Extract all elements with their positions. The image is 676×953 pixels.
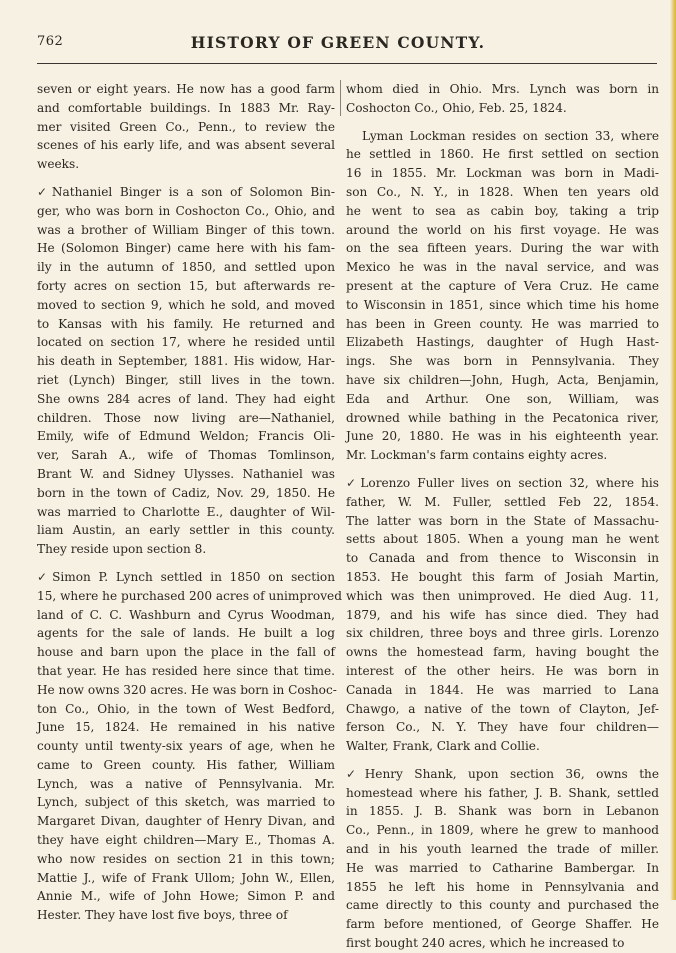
line-text: ton Co., Ohio, in the town of West Bedford, [37,701,335,716]
line-text: son Co., N. Y., in 1828. When ten years old [346,184,659,199]
line-text: they have eight children—Mary E., Thomas A. [37,833,335,848]
line-text: and comfortable buildings. In 1883 Mr. Ray- [37,100,335,115]
line-text: Mattie J., wife of Frank Ullom; John W., Ellen, [37,870,335,885]
line-text: have six children—John, Hugh, Acta, Benjamin, [346,372,659,387]
text-line [37,221,335,240]
text-line [346,371,659,390]
text-line [346,333,659,352]
line-text: June 20, 1880. He was in his eighteenth year. [346,429,659,444]
text-line [346,840,659,859]
text-line [346,427,659,446]
line-text: to Kansas with his family. He returned and [37,316,335,331]
paragraph [37,568,342,925]
line-text: to Wisconsin in 1851, since which time his home [346,297,659,312]
text-line [37,183,335,202]
line-text: liam Austin, an early settler in this county. [37,523,335,538]
line-text: scenes of his early life, and was absent several [37,138,335,153]
text-line [346,718,659,737]
text-line [37,484,335,503]
line-text: Eda and Arthur. One son, William, was [346,391,659,406]
line-text: father, W. M. Fuller, settled Feb 22, 1854. [346,494,659,509]
text-line [346,145,659,164]
paragraph-gap [346,118,659,127]
text-line [37,371,335,390]
text-line [37,737,335,756]
text-line [346,296,659,315]
text-line [37,465,335,484]
text-line [346,221,659,240]
text-line [346,127,659,146]
text-line [346,258,659,277]
paragraph [37,80,335,174]
line-text: Emily, wife of Edmund Weldon; Francis Oli- [37,429,335,444]
line-text: mer visited Green Co., Penn., to review the [37,119,335,134]
text-line [346,549,659,568]
line-text: he went to sea as cabin boy, taking a trip [346,203,659,218]
line-text: The latter was born in the State of Massachu- [346,513,659,528]
line-text: seven or eight years. He now has a good farm [37,82,335,96]
text-line [37,850,335,869]
line-text: was married to Charlotte E., daughter of Wil- [37,504,335,519]
line-text: has been in Green county. He was married to [346,316,659,331]
text-line [37,503,335,522]
text-line [346,202,659,221]
line-text: Chawgo, a native of the town of Clayton, Jef- [346,701,659,716]
text-line [346,859,659,878]
line-text: Brant W. and Sidney Ulysses. Nathaniel was [37,466,335,481]
line-text: ger, who was born in Coshocton Co., Ohio, and [37,203,335,218]
text-line [37,239,335,258]
header-rule [37,63,657,64]
line-text: homestead where his father, J. B. Shank, settled [346,785,659,800]
line-text: farm before mentioned, of George Shaffer. He [346,917,659,932]
column-divider [340,80,341,116]
line-text: moved to section 9, which he sold, and moved [37,297,335,312]
text-line [37,624,335,643]
text-line [37,887,335,906]
text-line [37,812,335,831]
line-text: Walter, Frank, Clark and Collie. [346,739,540,754]
text-line [346,662,659,681]
page-header [0,34,676,64]
left-column [37,80,342,925]
text-line [37,700,335,719]
text-line [346,784,659,803]
paragraph-gap [37,174,335,183]
text-line [346,239,659,258]
line-text: Mr. Lockman's farm contains eighty acres. [346,448,608,463]
page-number: 762 [37,34,64,49]
line-text: He was married to Catharine Bambergar. In [346,860,659,875]
text-line [346,99,659,118]
line-text: children. Those now living are—Nathaniel, [37,410,335,425]
text-line [37,775,335,794]
line-text: first bought 240 acres, which he increased to [346,936,625,951]
text-line [37,587,342,606]
text-line [346,164,659,183]
text-line [346,587,659,606]
line-text: She owns 284 acres of land. They had eight [37,391,335,406]
text-line [37,906,335,925]
text-line [37,568,335,587]
line-text: house and barn upon the place in the fall of [37,645,335,660]
line-text: which was then unimproved. He died Aug. 11, [346,588,659,603]
text-line [346,821,659,840]
line-text: forty acres on section 15, but afterwards re- [37,278,335,293]
line-text: He now owns 320 acres. He was born in Coshoc- [37,682,337,697]
text-line [37,869,335,888]
line-text: on the sea fifteen years. During the war with [346,241,659,256]
paragraph [346,127,659,465]
text-line [346,681,659,700]
text-line [37,277,335,296]
paragraph-gap [346,465,659,474]
line-text: riet (Lynch) Binger, still lives in the town. [37,372,335,387]
text-line [346,315,659,334]
text-line [346,568,659,587]
text-line [346,446,659,465]
line-text: 15, where he purchased 200 acres of unimproved [37,588,342,603]
line-text: six children, three boys and three girls. Lorenzo [346,626,659,641]
line-text: who now resides on section 21 in this town; [37,851,335,866]
text-line [346,915,659,934]
text-line [37,756,335,775]
text-line [37,202,335,221]
line-text: and in his youth learned the trade of miller. [346,842,659,857]
page-edge [670,0,676,900]
text-line [37,718,335,737]
text-line [346,896,659,915]
checkmark-icon: ✓ [37,184,51,199]
line-text: setts about 1805. When a young man he went [346,532,659,547]
text-line [346,765,659,784]
text-line [37,540,335,559]
line-text: around the world on his first voyage. He was [346,222,659,237]
text-line [37,118,335,137]
checkmark-icon: ✓ [346,766,364,781]
line-text: Lynch, was a native of Pennsylvania. Mr. [37,776,335,791]
paragraph [346,474,659,756]
text-line [37,831,335,850]
running-title: HISTORY OF GREEN COUNTY. [190,33,486,52]
text-line [346,474,659,493]
line-text: Elizabeth Hastings, daughter of Hugh Hast- [346,335,659,350]
text-line [346,277,659,296]
text-line [346,352,659,371]
line-text: They reside upon section 8. [37,542,207,557]
text-line [346,390,659,409]
line-text: came directly to this county and purchased the [346,898,659,913]
line-text: in 1855. J. B. Shank was born in Lebanon [346,804,659,819]
line-text: Mexico he was in the naval service, and was [346,260,659,275]
line-text: Coshocton Co., Ohio, Feb. 25, 1824. [346,100,567,115]
line-text: He (Solomon Binger) came here with his fam- [37,241,335,256]
line-text: Nathaniel Binger is a son of Solomon Bin- [51,184,336,199]
line-text: present at the capture of Vera Cruz. He came [346,278,659,293]
text-line [37,99,335,118]
line-text: his death in September, 1881. His widow, Har- [37,354,335,369]
text-line [37,427,335,446]
text-line [37,333,335,352]
line-text: Lyman Lockman resides on section 33, where [362,128,659,143]
line-text: 16 in 1855. Mr. Lockman was born in Madi- [346,166,659,181]
line-text: located on section 17, where he resided until [37,335,335,350]
text-line [346,530,659,549]
line-text: came to Green county. His father, William [37,757,335,772]
text-line [346,643,659,662]
line-text: Simon P. Lynch settled in 1850 on section [52,569,336,584]
line-text: Co., Penn., in 1809, where he grew to manhood [346,823,659,838]
line-text: to Canada and from thence to Wisconsin in [346,551,659,566]
text-line [346,878,659,897]
text-line [346,493,659,512]
text-line [346,624,659,643]
text-line [37,258,335,277]
line-text: that year. He has resided here since that time. [37,663,335,678]
right-column [346,80,659,953]
line-text: agents for the sale of lands. He built a log [37,626,335,641]
paragraph [37,183,335,559]
text-line [346,802,659,821]
text-line [346,737,659,756]
text-line [37,352,335,371]
line-text: Hester. They have lost five boys, three of [37,908,288,923]
line-text: he settled in 1860. He first settled on section [346,147,659,162]
paragraph-gap [346,756,659,765]
line-text: 1879, and his wife has since died. They had [346,607,659,622]
line-text: Canada in 1844. He was married to Lana [346,682,659,697]
line-text: 1855 he left his home in Pennsylvania and [346,879,659,894]
line-text: ings. She was born in Pennsylvania. They [346,354,659,369]
line-text: born in the town of Cadiz, Nov. 29, 1850. He [37,485,335,500]
text-line [37,136,335,155]
line-text: was a brother of William Binger of this town. [37,222,335,237]
line-text: Henry Shank, upon section 36, owns the [364,766,659,781]
text-line [346,512,659,531]
line-text: ferson Co., N. Y. They have four children— [346,720,659,735]
line-text: 1853. He bought this farm of Josiah Martin, [346,569,659,584]
line-text: interest of the other heirs. He was born in [346,663,659,678]
text-line [346,80,659,99]
line-text: county until twenty-six years of age, when he [37,739,335,754]
text-line [37,80,335,99]
line-text: whom died in Ohio. Mrs. Lynch was born in [346,82,659,96]
line-text: June 15, 1824. He remained in his native [37,720,335,735]
line-text: weeks. [37,157,80,172]
text-line [37,390,335,409]
text-line [37,315,335,334]
text-line [346,934,659,953]
paragraph-gap [37,559,335,568]
line-text: Annie M., wife of John Howe; Simon P. and [37,889,335,904]
checkmark-icon: ✓ [37,569,52,584]
text-line [37,521,335,540]
line-text: land of C. C. Washburn and Cyrus Woodman, [37,607,335,622]
line-text: owns the homestead farm, having bought the [346,645,659,660]
line-text: ver, Sarah A., wife of Thomas Tomlinson, [37,448,335,463]
text-line [37,446,335,465]
text-line [346,606,659,625]
text-line [37,662,335,681]
text-line [37,681,335,700]
text-line [37,409,335,428]
text-line [346,700,659,719]
line-text: Margaret Divan, daughter of Henry Divan, and [37,814,335,829]
line-text: Lorenzo Fuller lives on section 32, where his [360,475,659,490]
checkmark-icon: ✓ [346,475,360,490]
line-text: ily in the autumn of 1850, and settled upon [37,260,335,275]
text-line [37,793,335,812]
line-text: Lynch, subject of this sketch, was married to [37,795,335,810]
paragraph [346,80,659,118]
text-line [37,643,335,662]
text-line [37,606,335,625]
text-line [37,296,335,315]
text-line [346,183,659,202]
text-line [346,409,659,428]
line-text: drowned while bathing in the Pecatonica river, [346,410,659,425]
text-line [37,155,335,174]
paragraph [346,765,659,953]
